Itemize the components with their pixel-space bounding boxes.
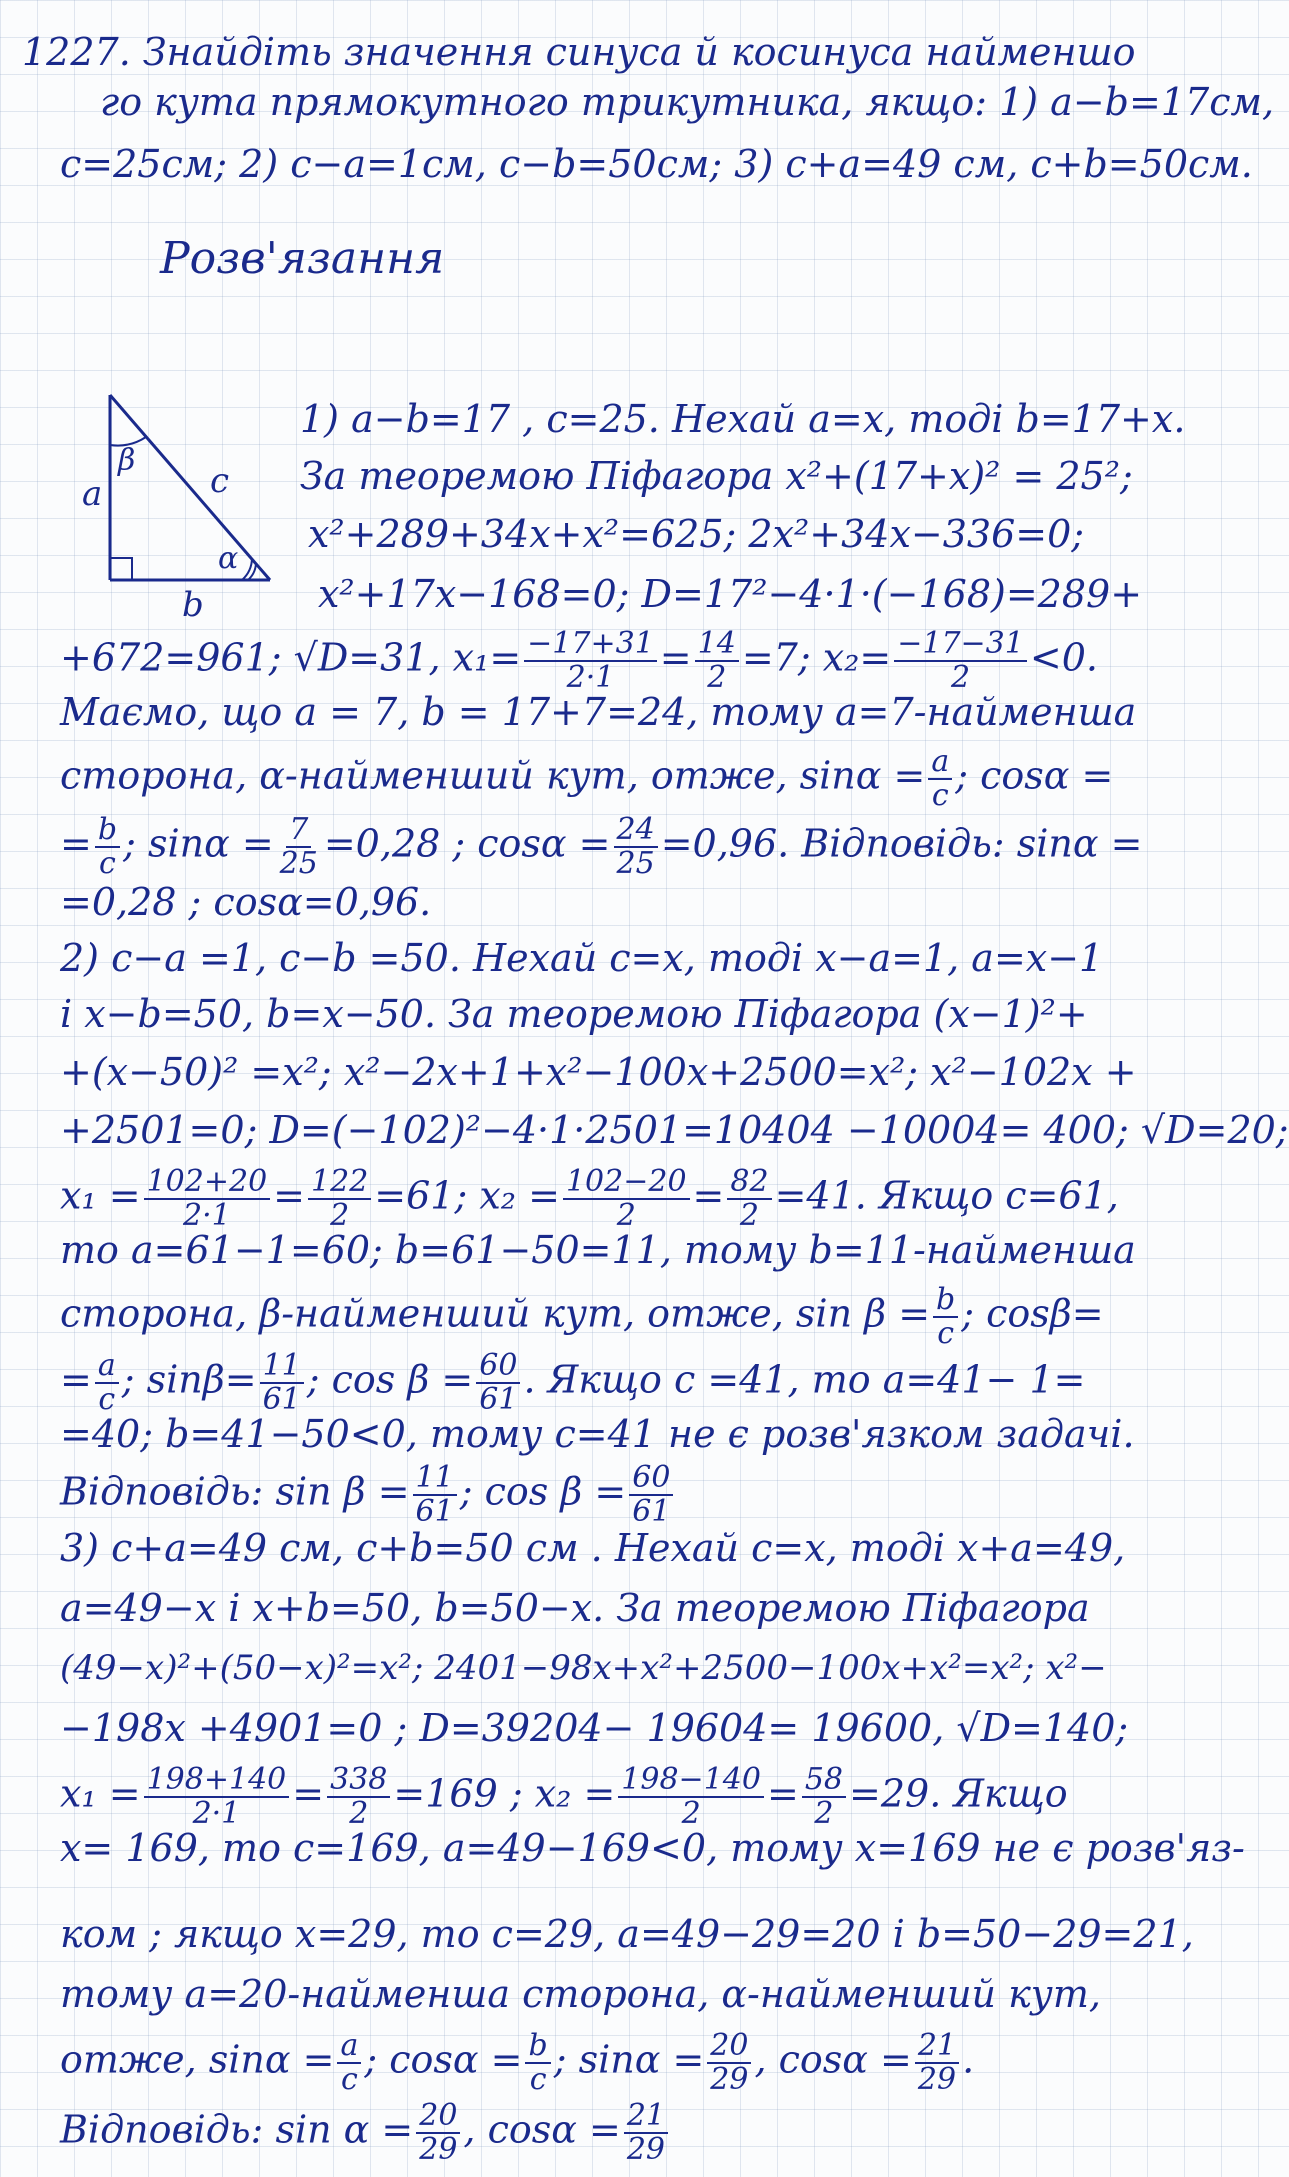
p1-line-4: x²+17x−168=0; D=17²−4·1·(−168)=289+: [318, 572, 1143, 616]
p2-line-8: = $\frac{a}{c}$ ; sinβ= $\frac{11}{61}$ ; cos β = $\frac{60}{61}$ . Якщо c =41, то a=41− 1=: [60, 1348, 1086, 1417]
p3-line-10: Відповідь: sin α = $\frac{20}{29}$ , cosα = $\frac{21}{29}$: [60, 2100, 671, 2166]
label-c: c: [210, 461, 230, 501]
p3-line-6: x= 169, то c=169, a=49−169<0, тому x=169 не є розв'яз-: [60, 1826, 1245, 1870]
p3-line-8: тому a=20-найменша сторона, α-найменший кут,: [60, 1972, 1101, 2016]
p2-line-6: то a=61−1=60; b=61−50=11, тому b=11-найменша: [60, 1228, 1136, 1272]
p2-line-9: =40; b=41−50<0, тому c=41 не є розв'язком задачі.: [60, 1412, 1135, 1456]
label-a: a: [82, 474, 103, 514]
p3-line-4: −198x +4901=0 ; D=39204− 19604= 19600, √D=140;: [60, 1706, 1129, 1750]
label-b: b: [182, 585, 204, 625]
p1-line-3: x²+289+34x+x²=625; 2x²+34x−336=0;: [308, 512, 1085, 556]
p2-line-10: Відповідь: sin β = $\frac{11}{61}$ ; cos β = $\frac{60}{61}$: [60, 1462, 676, 1528]
p2-line-4: +2501=0; D=(−102)²−4·1·2501=10404 −10004= 400; √D=20;: [60, 1108, 1289, 1152]
p1-line-1: 1) a−b=17 , c=25. Нехай a=x, тоді b=17+x.: [300, 397, 1186, 441]
p2-line-2: і x−b=50, b=x−50. За теоремою Піфагора (x−1)²+: [60, 992, 1088, 1036]
p1-line-6: Маємо, що a = 7, b = 17+7=24, тому a=7-найменша: [60, 690, 1137, 734]
problem-line-3: c=25см; 2) c−a=1см, c−b=50см; 3) c+a=49 см, c+b=50см.: [60, 142, 1253, 186]
problem-line-1: 1227. Знайдіть значення синуса й косинуса найменшо: [22, 30, 1136, 74]
label-beta: β: [118, 443, 136, 478]
p3-line-2: a=49−x і x+b=50, b=50−x. За теоремою Піфагора: [60, 1586, 1090, 1630]
p3-line-9: отже, sinα = $\frac{a}{c}$ ; cosα = $\frac{b}{c}$ ; sinα = $\frac{20}{29}$ , cosα = $\frac{21}{29}$ .: [60, 2028, 975, 2097]
solution-title: Розв'язання: [160, 233, 445, 284]
p1-line-2: За теоремою Піфагора x²+(17+x)² = 25²;: [300, 454, 1133, 498]
p1-line-8: = $\frac{b}{c}$ ; sinα = $\frac{7}{25}$ =0,28 ; cosα = $\frac{24}{25}$ =0,96. Відповідь: sinα =: [60, 812, 1143, 881]
problem-line-2: го кута прямокутного трикутника, якщо: 1) a−b=17см,: [100, 80, 1275, 124]
p2-line-5: x₁ = $\frac{102+20}{2\cdot 1}$ = $\frac{122}{2}$ =61; x₂ = $\frac{102-20}{2}$ = $\frac{82}{2}$ =41. Якщо c=61,: [60, 1164, 1119, 1233]
p1-line-7: сторона, α-найменший кут, отже, sinα = $\frac{a}{c}$ ; cosα =: [60, 744, 1114, 813]
p2-line-7: сторона, β-найменший кут, отже, sin β = $\frac{b}{c}$ ; cosβ=: [60, 1282, 1104, 1351]
p2-line-3: +(x−50)² =x²; x²−2x+1+x²−100x+2500=x²; x²−102x +: [60, 1050, 1137, 1094]
p3-line-5: x₁ = $\frac{198+140}{2\cdot 1}$ = $\frac{338}{2}$ =169 ; x₂ = $\frac{198-140}{2}$ = $\frac{58}{2}$ =29. Якщо: [60, 1762, 1068, 1831]
p1-line-5: +672=961; √D=31, x₁= $\frac{-17+31}{2\cdot 1}$ = $\frac{14}{2}$ =7; x₂= $\frac{-17-31}{2}$ <0.: [60, 626, 1098, 695]
right-triangle-figure: [70, 380, 290, 625]
p2-line-1: 2) c−a =1, c−b =50. Нехай c=x, тоді x−a=1, a=x−1: [60, 936, 1104, 980]
p3-line-7: ком ; якщо x=29, то c=29, a=49−29=20 і b=50−29=21,: [60, 1912, 1194, 1956]
p1-line-9: =0,28 ; cosα=0,96.: [60, 880, 432, 924]
p3-line-3: (49−x)²+(50−x)²=x²; 2401−98x+x²+2500−100x+x²=x²; x²−: [60, 1648, 1107, 1688]
label-alpha: α: [218, 541, 239, 576]
p3-line-1: 3) c+a=49 см, c+b=50 см . Нехай c=x, тоді x+a=49,: [60, 1526, 1126, 1570]
